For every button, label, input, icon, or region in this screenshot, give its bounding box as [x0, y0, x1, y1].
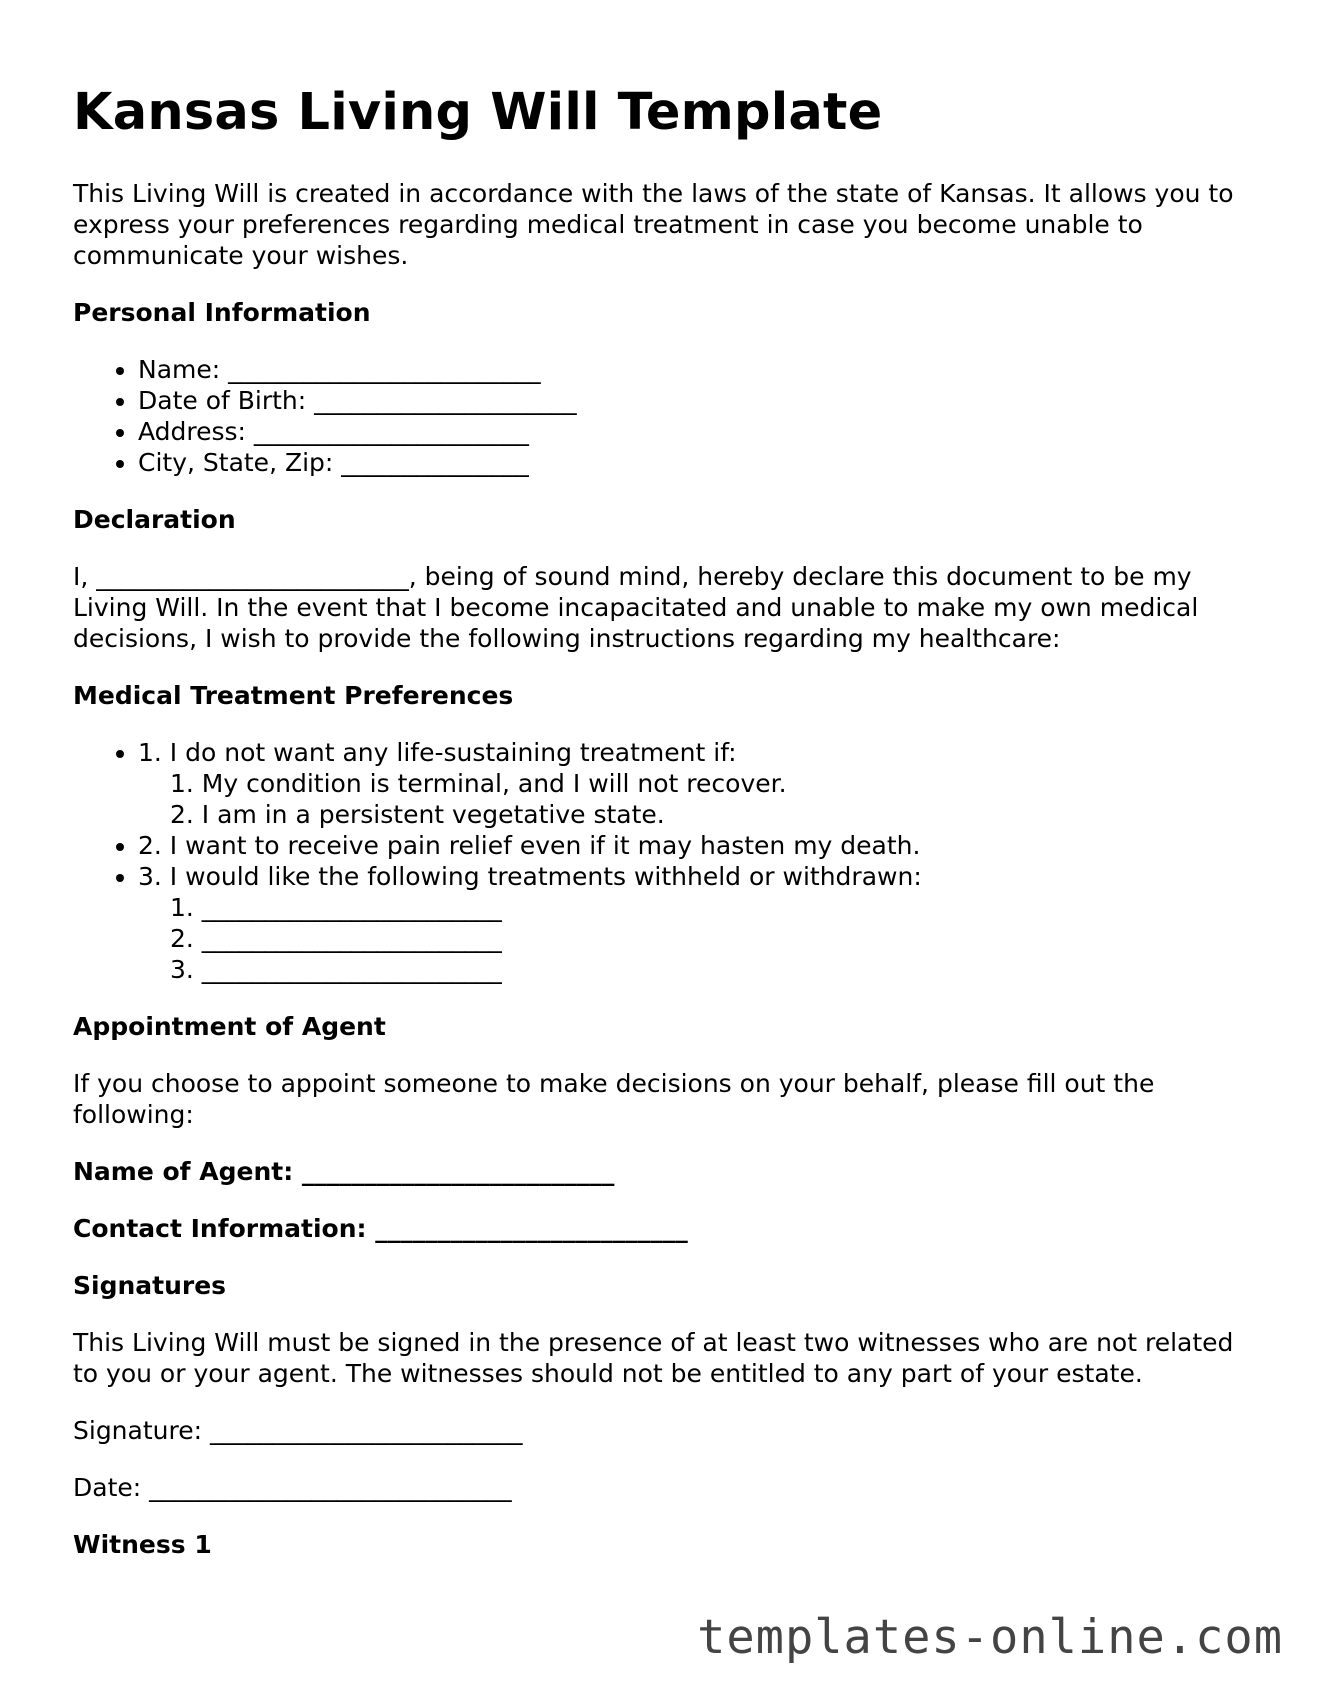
witness-1-heading: Witness 1	[73, 1530, 212, 1560]
appointment-of-agent-heading: Appointment of Agent	[73, 1012, 386, 1042]
preference-1-sublist	[138, 768, 1253, 830]
agent-contact-field: Contact Information: _________________________	[73, 1214, 688, 1244]
personal-information-list	[73, 354, 1253, 478]
intro-paragraph: This Living Will is created in accordance with the laws of the state of Kansas. It allows you to express your preferences regarding medical treatment in case you become unable to communicate your wishes.	[73, 179, 1234, 271]
preference-1-text: 1. I do not want any life-sustaining treatment if:	[138, 738, 737, 768]
document-title: Kansas Living Will Template	[73, 83, 883, 142]
signature-field: Signature: _________________________	[73, 1416, 523, 1446]
list-item	[138, 737, 1253, 830]
list-item: 1. My condition is terminal, and I will not recover.	[170, 769, 787, 799]
declaration-paragraph: I, _________________________, being of sound mind, hereby declare this document to be my Living Will. In the event that I become incapacitated and unable to make my own medical decisions, I wish to provide the following instructions regarding my healthcare:	[73, 562, 1199, 654]
signatures-heading: Signatures	[73, 1271, 227, 1301]
date-of-birth-field: • Date of Birth: _____________________	[138, 385, 1253, 416]
watermark: templates-online.com	[697, 1610, 1283, 1665]
list-item	[138, 861, 1253, 985]
signatures-paragraph: This Living Will must be signed in the presence of at least two witnesses who are not related to you or your agent. The witnesses should not be entitled to any part of your estate.	[73, 1328, 1234, 1389]
personal-information-heading: Personal Information	[73, 298, 371, 328]
name-field: • Name: _________________________	[138, 354, 1253, 385]
withheld-treatments-sublist	[138, 892, 1253, 985]
list-item: 2. I am in a persistent vegetative state.	[170, 800, 665, 830]
address-field: • Address: ______________________	[138, 416, 1253, 447]
list-item: 1. ________________________	[170, 893, 502, 923]
date-field: Date: _____________________________	[73, 1473, 512, 1503]
list-item: 2. ________________________	[170, 924, 502, 954]
city-state-zip-field: • City, State, Zip: _______________	[138, 447, 1253, 478]
agent-paragraph: If you choose to appoint someone to make decisions on your behalf, please fill out the following:	[73, 1069, 1155, 1130]
declaration-heading: Declaration	[73, 505, 236, 535]
preference-2-text: • 2. I want to receive pain relief even if it may hasten my death.	[138, 830, 1253, 861]
medical-treatment-heading: Medical Treatment Preferences	[73, 681, 514, 711]
list-item: 3. ________________________	[170, 955, 502, 985]
preference-3-text: 3. I would like the following treatments withheld or withdrawn:	[138, 862, 922, 892]
agent-name-field: Name of Agent: _________________________	[73, 1157, 615, 1187]
document-page	[73, 82, 1253, 1586]
medical-treatment-list	[73, 737, 1253, 985]
